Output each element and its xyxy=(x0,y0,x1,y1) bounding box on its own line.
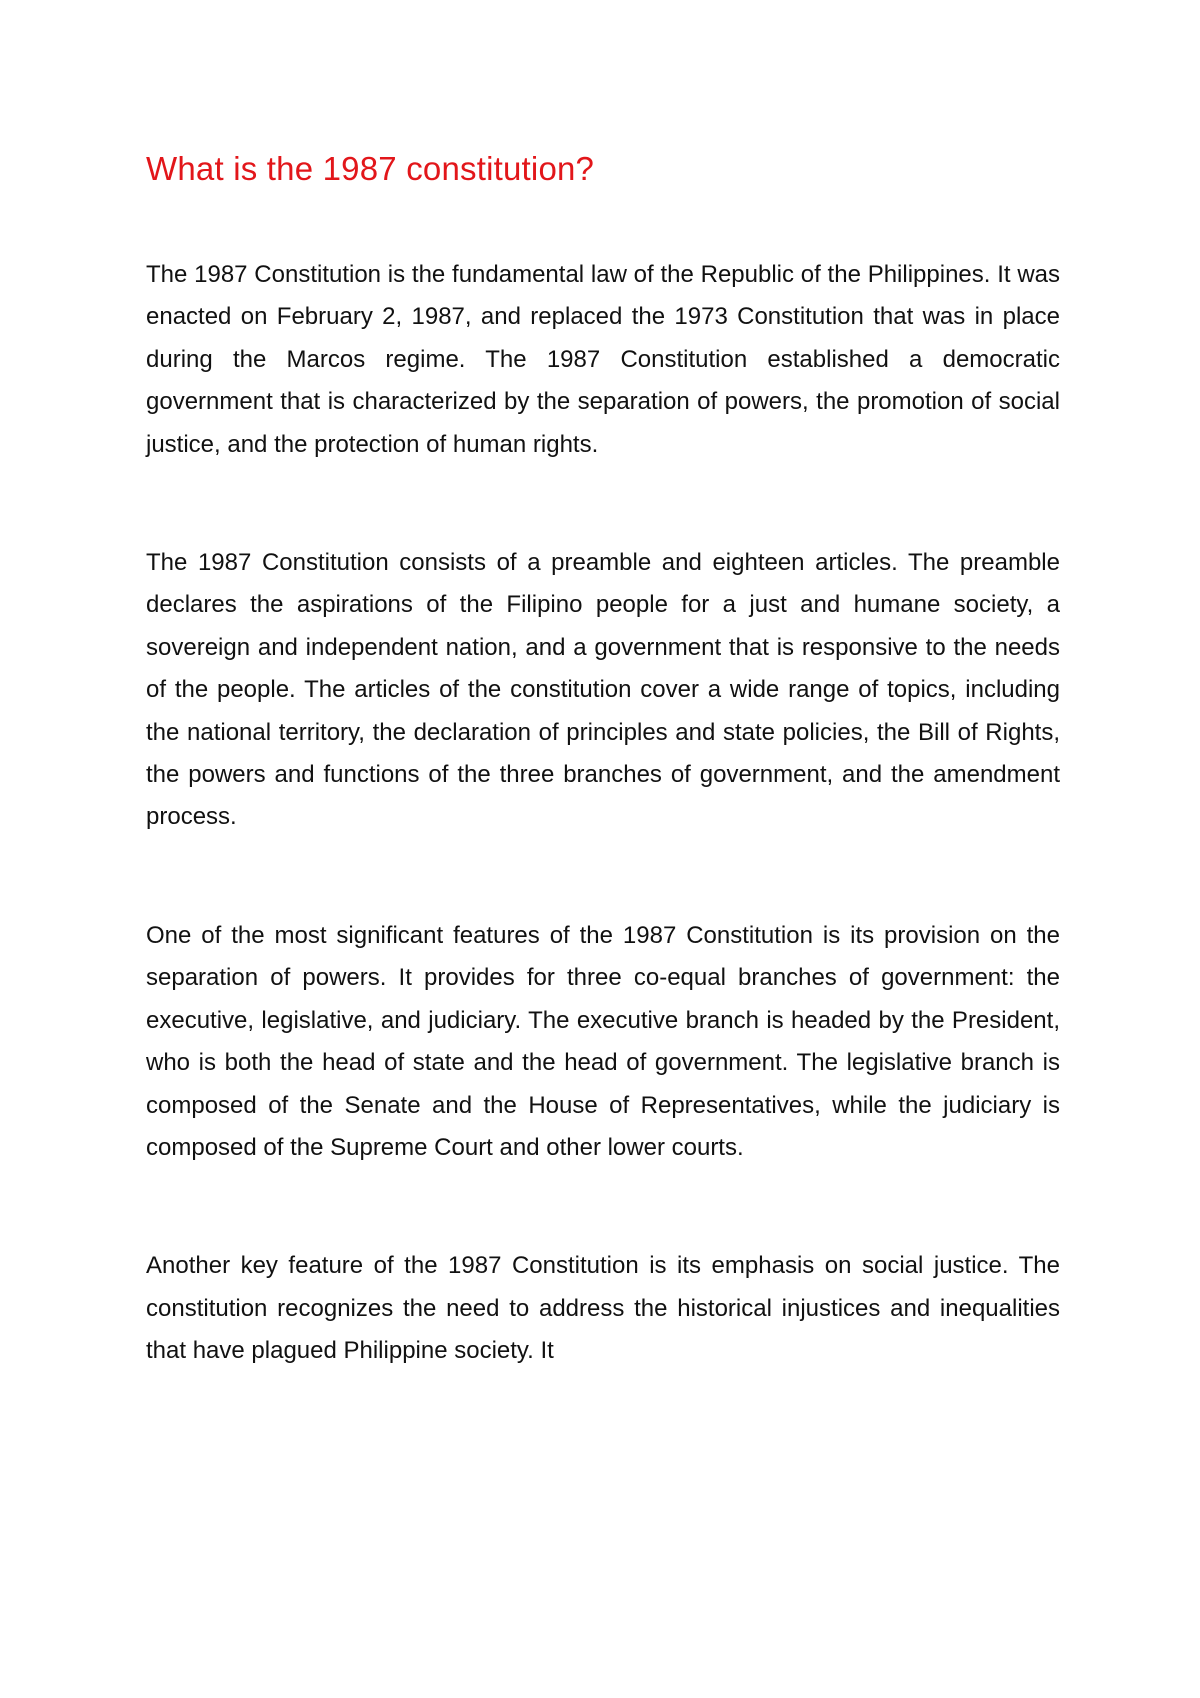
paragraph-structure: The 1987 Constitution consists of a preamble and eighteen articles. The preamble declares the aspirations of the Filipino people for a just and humane society, a sovereign and independent nation, and a government that is responsive to the needs of the people. The articles of the constitution cover a wide range of topics, including the national territory, the declaration of principles and state policies, the Bill of Rights, the powers and functions of the three branches of government, and the amendment process. xyxy=(146,549,1060,831)
document-title: What is the 1987 constitution? xyxy=(146,150,595,187)
paragraph-separation-of-powers: One of the most significant features of the 1987 Constitution is its provision on the separation of powers. It provides for three co-equal branches of government: the executive, legislative, and judiciary. The executive branch is headed by the President, who is both the head of state and the head of government. The legislative branch is composed of the Senate and the House of Representatives, while the judiciary is composed of the Supreme Court and other lower courts. xyxy=(146,921,1060,1161)
paragraph-overview: The 1987 Constitution is the fundamental law of the Republic of the Philippines. It was enacted on February 2, 1987, and replaced the 1973 Constitution that was in place during the Marcos regime. The 1987 Constitution established a democratic government that is characterized by the separation of powers, the promotion of social justice, and the protection of human rights. xyxy=(146,261,1060,458)
paragraph-social-justice: Another key feature of the 1987 Constitution is its emphasis on social justice. The constitution recognizes the need to address the historical injustices and inequalities that have plagued Philippine society. It xyxy=(146,1252,1060,1365)
